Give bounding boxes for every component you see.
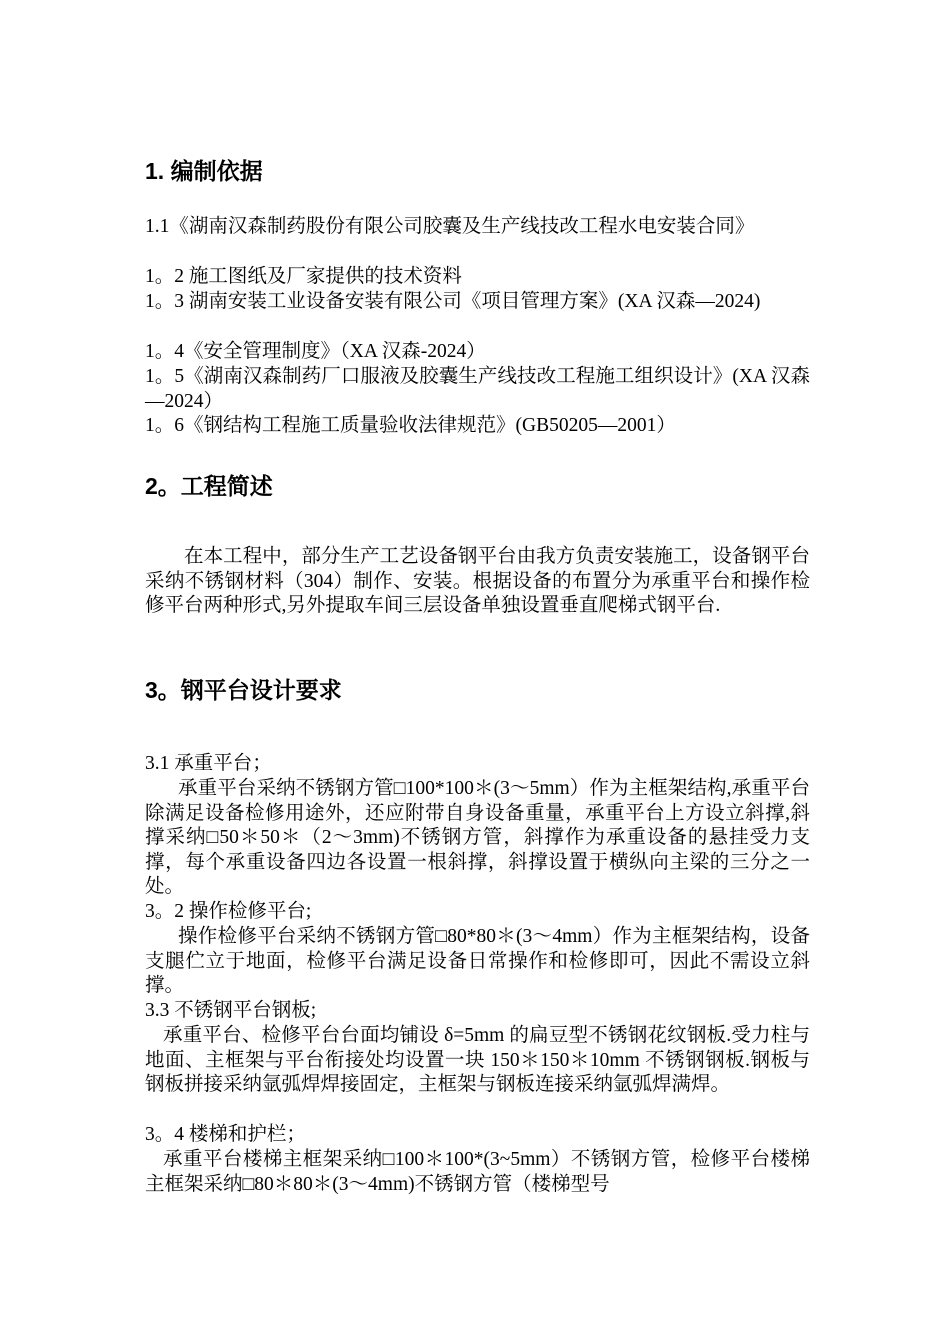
reference-item-3: 1。3 湖南安装工业设备安装有限公司《项目管理方案》(XA 汉森—2024) — [145, 291, 761, 312]
reference-item-2: 1。2 施工图纸及厂家提供的技术资料 — [145, 266, 462, 287]
subsection-body-load-platform: 承重平台采纳不锈钢方管□100*100＊(3～5mm）作为主框架结构,承重平台除满足设备检修用途外，还应附带自身设备重量，承重平台上方设立斜撑,斜撑采纳□50＊50＊（2～3mm)不锈钢方管，斜撑作为承重设备的悬挂受力支撑，每个承重设备四边各设置一根斜撑，斜撑设置于横纵向主梁的三分之一处。 — [145, 778, 810, 898]
overview-paragraph: 在本工程中，部分生产工艺设备钢平台由我方负责安装施工，设备钢平台采纳不锈钢材料（304）制作、安装。根据设备的布置分为承重平台和操作检修平台两种形式,另外提取车间三层设备单独设置垂直爬梯式钢平台. — [145, 546, 810, 617]
subsection-body-stairs: 承重平台楼梯主框架采纳□100＊100*(3~5mm）不锈钢方管，检修平台楼梯主框架采纳□80＊80＊(3～4mm)不锈钢方管（楼梯型号 — [145, 1149, 810, 1195]
reference-item-6: 1。6《钢结构工程施工质量验收法律规范》(GB50205—2001） — [145, 415, 676, 436]
reference-item-1: 1.1《湖南汉森制药股份有限公司胶囊及生产线技改工程水电安装合同》 — [145, 216, 755, 237]
reference-item-5: 1。5《湖南汉森制药厂口服液及胶囊生产线技改工程施工组织设计》(XA 汉森—2024） — [145, 366, 810, 412]
section-heading-basis: 1. 编制依据 — [145, 158, 263, 184]
subsection-title-steel-plate: 3.3 不锈钢平台钢板; — [145, 1000, 317, 1021]
subsection-title-load-platform: 3.1 承重平台； — [145, 753, 272, 774]
subsection-body-maintenance-platform: 操作检修平台采纳不锈钢方管□80*80＊(3～4mm）作为主框架结构，设备支腿伫立于地面，检修平台满足设备日常操作和检修即可，因此不需设立斜撑。 — [145, 926, 810, 997]
section-heading-overview: 2。工程简述 — [145, 473, 273, 499]
subsection-body-steel-plate: 承重平台、检修平台台面均铺设 δ=5mm 的扁豆型不锈钢花纹钢板.受力柱与地面、主框架与平台衔接处均设置一块 150＊150＊10mm 不锈钢钢板.钢板与钢板拼接采纳氩弧焊焊接固定，主框架与钢板连接采纳氩弧焊满焊。 — [145, 1025, 810, 1096]
subsection-title-maintenance-platform: 3。2 操作检修平台; — [145, 901, 312, 922]
subsection-title-stairs: 3。4 楼梯和护栏； — [145, 1124, 306, 1145]
reference-item-4: 1。4《安全管理制度》（XA 汉森-2024） — [145, 341, 486, 362]
section-heading-design: 3。钢平台设计要求 — [145, 677, 342, 703]
